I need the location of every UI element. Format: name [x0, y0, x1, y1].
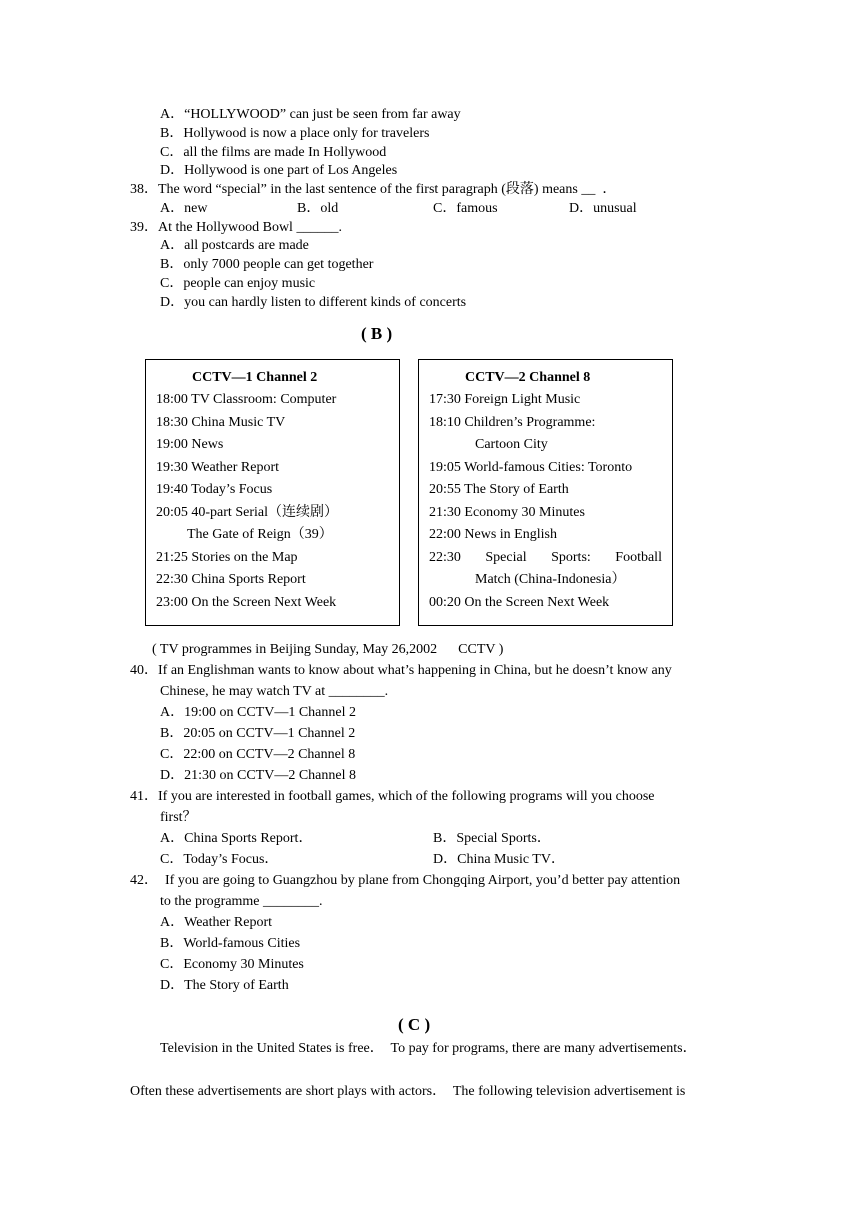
cctv1-line: 23:00 On the Screen Next Week — [156, 595, 337, 610]
q41-option-c: C．Today’s Focus． — [160, 852, 279, 867]
section-c-paragraph-line: Often these advertisements are short plays with actors． The following television advertisement is — [130, 1084, 686, 1099]
q41-option-b: B．Special Sports． — [433, 831, 551, 846]
cctv1-schedule-box — [145, 359, 400, 626]
cctv1-line: 19:30 Weather Report — [156, 460, 280, 475]
cctv1-line: 18:30 China Music TV — [156, 415, 286, 430]
q42-option-d: D．The Story of Earth — [160, 978, 289, 993]
cctv2-line: 19:05 World-famous Cities: Toronto — [429, 460, 633, 475]
cctv2-schedule-box — [418, 359, 673, 626]
cctv1-line: 20:05 40-part Serial（连续剧） — [156, 505, 338, 520]
q42-stem-cont: to the programme ________. — [160, 894, 323, 909]
q40-option-b: B．20:05 on CCTV—1 Channel 2 — [160, 726, 356, 741]
cctv2-line: 00:20 On the Screen Next Week — [429, 595, 610, 610]
q39-option-b: B．only 7000 people can get together — [160, 257, 374, 272]
cctv1-title: CCTV—1 Channel 2 — [192, 370, 318, 385]
cctv2-line: Match (China-Indonesia） — [475, 572, 626, 587]
q40-option-c: C．22:00 on CCTV—2 Channel 8 — [160, 747, 356, 762]
cctv1-line: 19:40 Today’s Focus — [156, 482, 273, 497]
q40-option-a: A．19:00 on CCTV—1 Channel 2 — [160, 705, 356, 720]
q41-option-a: A．China Sports Report． — [160, 831, 313, 846]
cctv2-special-part: Sports: — [551, 550, 591, 565]
cctv2-line: 18:10 Children’s Programme: — [429, 415, 596, 430]
q42-option-b: B．World-famous Cities — [160, 936, 301, 951]
cctv1-line: 19:00 News — [156, 437, 224, 452]
q40-stem: 40．If an Englishman wants to know about what’s happening in China, but he doesn’t know any — [130, 663, 672, 678]
cctv1-line: 22:30 China Sports Report — [156, 572, 306, 587]
cctv1-line: 18:00 TV Classroom: Computer — [156, 392, 337, 407]
q39-stem: 39．At the Hollywood Bowl ______. — [130, 220, 342, 235]
q40-stem-cont: Chinese, he may watch TV at ________. — [160, 684, 389, 699]
section-b-heading: ( B ) — [361, 324, 393, 343]
q42-option-a: A．Weather Report — [160, 915, 272, 930]
cctv2-line: 22:00 News in English — [429, 527, 557, 542]
q41-option-d: D．China Music TV． — [433, 852, 565, 867]
cctv2-special-sports-row — [429, 547, 662, 569]
cctv2-line: 20:55 The Story of Earth — [429, 482, 569, 497]
cctv2-special-part: Football — [615, 550, 662, 565]
q38-option-b: B．old — [297, 201, 339, 216]
section-c-paragraph-line: Television in the United States is free． To pay for programs, there are many advertisements． — [160, 1041, 697, 1056]
q37-option-c: C．all the films are made In Hollywood — [160, 145, 387, 160]
cctv1-line: The Gate of Reign（39） — [187, 527, 333, 542]
cctv2-line: Cartoon City — [475, 437, 548, 452]
cctv2-line: 17:30 Foreign Light Music — [429, 392, 581, 407]
q38-stem: 38．The word “special” in the last sentence of the first paragraph (段落) means __ ． — [130, 182, 617, 197]
q42-stem: 42． If you are going to Guangzhou by plane from Chongqing Airport, you’d better pay attention — [130, 873, 681, 888]
q41-stem-cont: first？ — [160, 810, 197, 825]
q40-option-d: D．21:30 on CCTV—2 Channel 8 — [160, 768, 356, 783]
q42-option-c: C．Economy 30 Minutes — [160, 957, 304, 972]
q41-stem: 41．If you are interested in football games, which of the following programs will you choose — [130, 789, 655, 804]
q39-option-d: D．you can hardly listen to different kinds of concerts — [160, 295, 467, 310]
cctv2-line: 21:30 Economy 30 Minutes — [429, 505, 585, 520]
cctv1-line: 21:25 Stories on the Map — [156, 550, 298, 565]
q37-option-b: B．Hollywood is now a place only for travelers — [160, 126, 430, 141]
section-c-heading: ( C ) — [398, 1015, 431, 1034]
cctv2-title: CCTV—2 Channel 8 — [465, 370, 591, 385]
q39-option-a: A．all postcards are made — [160, 238, 309, 253]
schedule-caption: ( TV programmes in Beijing Sunday, May 26,2002 CCTV ) — [152, 642, 504, 657]
q39-option-c: C．people can enjoy music — [160, 276, 316, 291]
cctv2-special-part: Special — [485, 550, 527, 565]
cctv2-special-part: 22:30 — [429, 550, 461, 565]
q37-option-d: D．Hollywood is one part of Los Angeles — [160, 163, 398, 178]
q38-option-a: A．new — [160, 201, 208, 216]
q37-option-a: A．“HOLLYWOOD” can just be seen from far away — [160, 107, 461, 122]
q38-option-d: D．unusual — [569, 201, 637, 216]
q38-option-c: C．famous — [433, 201, 498, 216]
